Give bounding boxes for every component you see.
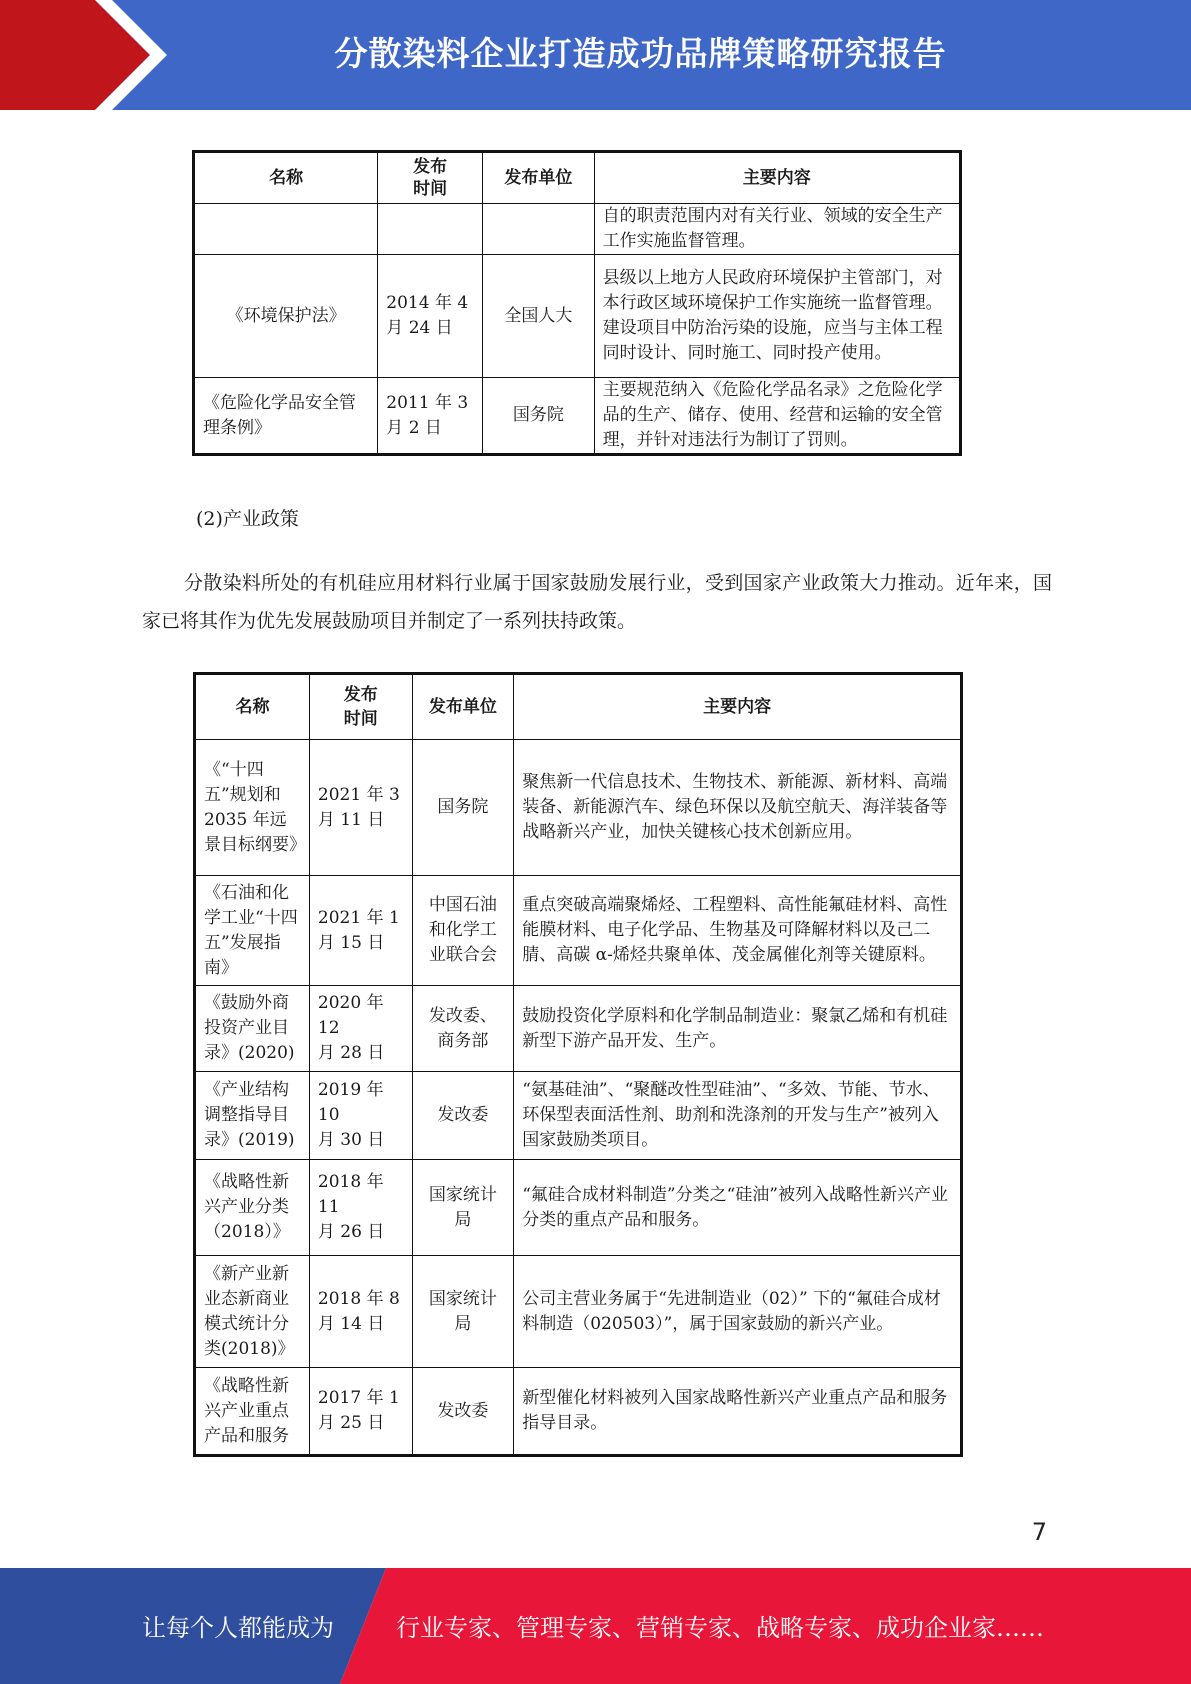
cell-publisher: 中国石油和化学工业联合会 [412,876,514,986]
header-publisher: 发布单位 [412,674,514,740]
footer-slogan-right: 行业专家、管理专家、营销专家、战略专家、成功企业家…… [396,1614,1044,1642]
section-paragraph: 分散染料所处的有机硅应用材料行业属于国家鼓励发展行业，受到国家产业政策大力推动。近年来，国家已将其作为优先发展鼓励项目并制定了一系列扶持政策。 [142,572,1052,632]
cell-name [194,204,378,255]
cell-name: 《危险化学品安全管理条例》 [194,378,378,455]
industry-policy-table [193,672,963,1457]
table-row [195,876,962,986]
table-header-row [195,674,962,740]
footer-slogan-left: 让每个人都能成为 [142,1614,334,1642]
cell-publisher: 国家统计局 [412,1256,514,1368]
cell-publisher: 国务院 [483,378,595,455]
header-date: 发布 时间 [378,152,483,204]
cell-name: 《战略性新兴产业重点产品和服务 [195,1368,310,1456]
cell-publisher: 国务院 [412,740,514,876]
header-name: 名称 [194,152,378,204]
table-row [194,378,961,455]
cell-name: 《环境保护法》 [194,255,378,378]
cell-publisher: 发改委、商务部 [412,986,514,1072]
cell-name: 《战略性新兴产业分类（2018）》 [195,1160,310,1256]
table-row [195,986,962,1072]
cell-name: 《“十四五”规划和2035 年远景目标纲要》 [195,740,310,876]
cell-date: 2014 年 4 月 24 日 [378,255,483,378]
cell-name: 《产业结构调整指导目录》(2019) [195,1072,310,1160]
cell-date: 2021 年 1 月 15 日 [309,876,412,986]
cell-content: 重点突破高端聚烯烃、工程塑料、高性能氟硅材料、高性能膜材料、电子化学品、生物基及可降解材料以及己二腈、高碳 α-烯烃共聚单体、茂金属催化剂等关键原料。 [514,876,962,986]
cell-content: 鼓励投资化学原料和化学制品制造业：聚氯乙烯和有机硅新型下游产品开发、生产。 [514,986,962,1072]
table-row [195,1368,962,1456]
cell-content: 公司主营业务属于“先进制造业（02）” 下的“氟硅合成材料制造（020503）”，属于国家鼓励的新兴产业。 [514,1256,962,1368]
cell-content: 自的职责范围内对有关行业、领域的安全生产工作实施监督管理。 [594,204,960,255]
table-row [194,204,961,255]
cell-publisher [483,204,595,255]
section-heading: (2)产业政策 [196,508,299,530]
cell-publisher: 全国人大 [483,255,595,378]
cell-publisher: 发改委 [412,1072,514,1160]
page-footer [0,1568,1191,1684]
cell-content: 主要规范纳入《危险化学品名录》之危险化学品的生产、储存、使用、经营和运输的安全管理，并针对违法行为制订了罚则。 [594,378,960,455]
cell-content: 新型催化材料被列入国家战略性新兴产业重点产品和服务指导目录。 [514,1368,962,1456]
cell-name: 《新产业新业态新商业模式统计分类(2018)》 [195,1256,310,1368]
table-header-row [194,152,961,204]
cell-content: “氨基硅油”、“聚醚改性型硅油”、“多效、节能、节水、环保型表面活性剂、助剂和洗涤剂的开发与生产”被列入国家鼓励类项目。 [514,1072,962,1160]
cell-date: 2019 年 10 月 30 日 [309,1072,412,1160]
table-row [194,255,961,378]
cell-content: 聚焦新一代信息技术、生物技术、新能源、新材料、高端装备、新能源汽车、绿色环保以及航空航天、海洋装备等战略新兴产业，加快关键核心技术创新应用。 [514,740,962,876]
chevron-logo-icon [0,0,170,110]
cell-content: 县级以上地方人民政府环境保护主管部门，对本行政区域环境保护工作实施统一监督管理。建设项目中防治污染的设施，应当与主体工程同时设计、同时施工、同时投产使用。 [594,255,960,378]
header-content: 主要内容 [514,674,962,740]
page-header [0,0,1191,110]
regulations-table [192,150,962,456]
table-row [195,1072,962,1160]
table-row [195,1256,962,1368]
header-date: 发布 时间 [309,674,412,740]
cell-date: 2020 年 12 月 28 日 [309,986,412,1072]
cell-publisher: 国家统计局 [412,1160,514,1256]
cell-publisher: 发改委 [412,1368,514,1456]
report-title: 分散染料企业打造成功品牌策略研究报告 [334,34,947,73]
header-content: 主要内容 [594,152,960,204]
cell-content: “氟硅合成材料制造”分类之“硅油”被列入战略性新兴产业分类的重点产品和服务。 [514,1160,962,1256]
cell-name: 《鼓励外商投资产业目录》(2020) [195,986,310,1072]
table-row [195,1160,962,1256]
cell-date: 2021 年 3 月 11 日 [309,740,412,876]
header-name: 名称 [195,674,310,740]
table-row [195,740,962,876]
cell-date: 2018 年 11 月 26 日 [309,1160,412,1256]
page-number: 7 [1031,1518,1047,1546]
cell-date: 2018 年 8 月 14 日 [309,1256,412,1368]
cell-name: 《石油和化学工业“十四五”发展指南》 [195,876,310,986]
cell-date: 2011 年 3 月 2 日 [378,378,483,455]
cell-date: 2017 年 1 月 25 日 [309,1368,412,1456]
header-publisher: 发布单位 [483,152,595,204]
cell-date [378,204,483,255]
